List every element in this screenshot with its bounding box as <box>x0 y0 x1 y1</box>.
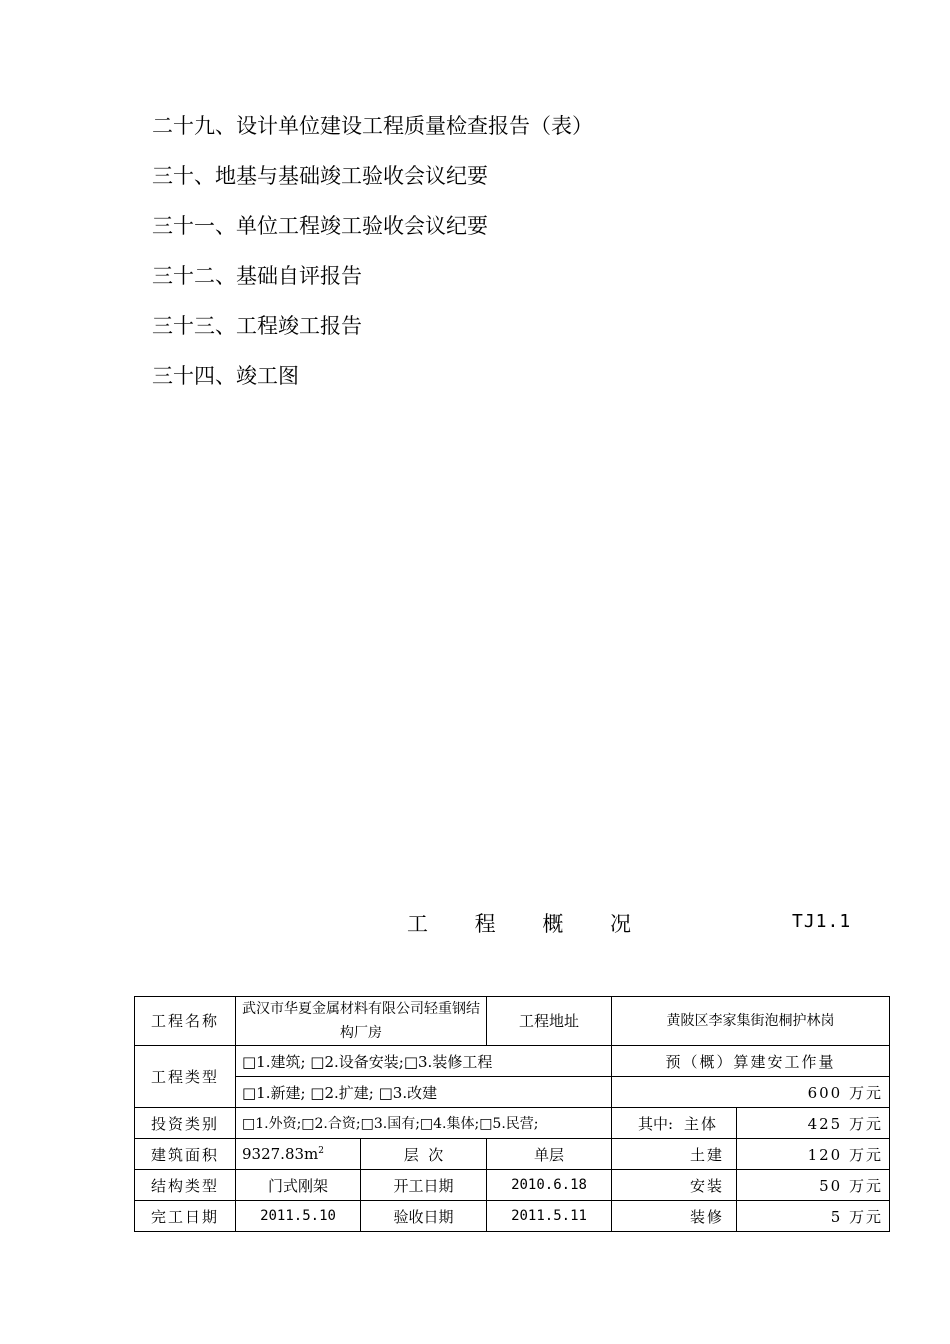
label-area: 建筑面积 <box>135 1139 236 1170</box>
value-main: 425 万元 <box>737 1108 890 1139</box>
value-project-address: 黄陂区李家集街泡桐护林岗 <box>612 997 890 1046</box>
toc-item: 三十四、竣工图 <box>152 364 299 388</box>
value-floors: 单层 <box>487 1139 612 1170</box>
value-budget-total: 600 万元 <box>612 1077 890 1108</box>
toc-item: 三十、地基与基础竣工验收会议纪要 <box>152 164 488 188</box>
form-code: TJ1.1 <box>792 911 852 932</box>
label-of-which-main <box>612 1108 737 1139</box>
label-start-date: 开工日期 <box>361 1170 487 1201</box>
label-accept-date: 验收日期 <box>361 1201 487 1232</box>
label-project-type: 工程类型 <box>135 1046 236 1108</box>
value-investment-type: □1.外资;□2.合资;□3.国有;□4.集体;□5.民营; <box>236 1108 612 1139</box>
value-project-name: 武汉市华夏金属材料有限公司轻重钢结构厂房 <box>236 997 487 1046</box>
label-finish-date: 完工日期 <box>135 1201 236 1232</box>
value-decor: 5 万元 <box>737 1201 890 1232</box>
label-floors: 层 次 <box>361 1139 487 1170</box>
value-civil: 120 万元 <box>737 1139 890 1170</box>
label-budget: 预（概）算建安工作量 <box>612 1046 890 1077</box>
label-decor: 装修 <box>612 1201 737 1232</box>
value-area-unit-exp: 2 <box>318 1146 324 1156</box>
value-accept-date: 2011.5.11 <box>487 1201 612 1232</box>
toc-item: 二十九、设计单位建设工程质量检查报告（表） <box>152 114 593 138</box>
value-structure: 门式刚架 <box>236 1170 361 1201</box>
value-project-type-2: □1.新建; □2.扩建; □3.改建 <box>236 1077 612 1108</box>
toc-item: 三十一、单位工程竣工验收会议纪要 <box>152 214 488 238</box>
value-area <box>236 1139 361 1170</box>
label-structure: 结构类型 <box>135 1170 236 1201</box>
label-project-address: 工程地址 <box>487 997 612 1046</box>
table-of-contents <box>152 108 593 408</box>
value-project-type-1: □1.建筑; □2.设备安装;□3.装修工程 <box>236 1046 612 1077</box>
label-civil: 土建 <box>612 1139 737 1170</box>
value-start-date: 2010.6.18 <box>487 1170 612 1201</box>
project-overview-table <box>134 996 890 1232</box>
label-project-name: 工程名称 <box>135 997 236 1046</box>
label-install: 安装 <box>612 1170 737 1201</box>
value-area-number: 9327.83m <box>242 1145 319 1163</box>
value-finish-date: 2011.5.10 <box>236 1201 361 1232</box>
label-investment-type: 投资类别 <box>135 1108 236 1139</box>
label-main: 主体 <box>683 1114 718 1133</box>
label-of-which: 其中: <box>638 1114 674 1133</box>
toc-item: 三十三、工程竣工报告 <box>152 314 362 338</box>
toc-item: 三十二、基础自评报告 <box>152 264 362 288</box>
overview-title: 工 程 概 况 <box>407 912 652 936</box>
value-install: 50 万元 <box>737 1170 890 1201</box>
